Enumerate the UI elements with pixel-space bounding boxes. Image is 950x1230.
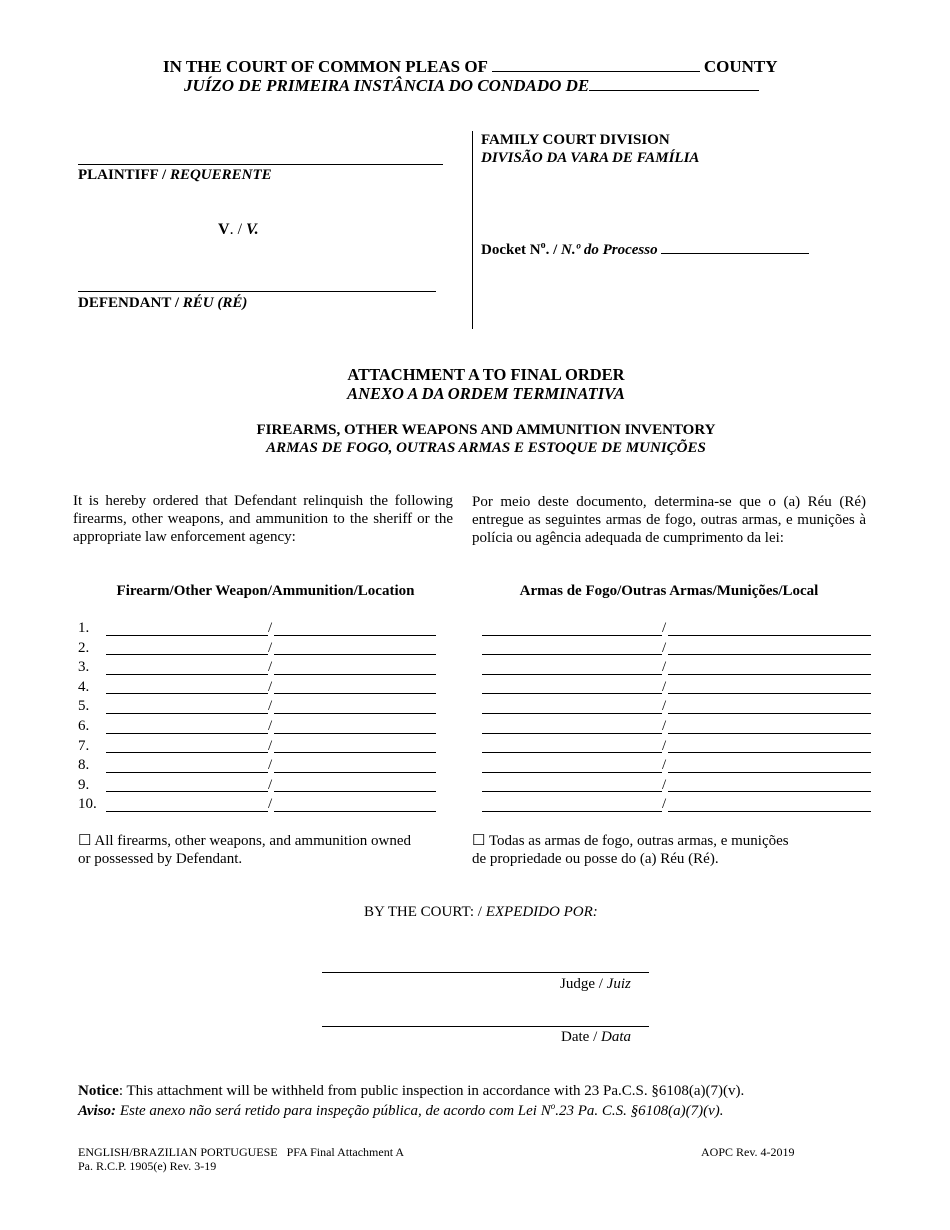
docket-label-en: Docket $N^o$. / bbox=[481, 240, 558, 258]
location-blank-pt[interactable] bbox=[668, 758, 871, 773]
notice-pt bbox=[78, 1101, 724, 1120]
item-separator-pt: / bbox=[662, 639, 667, 656]
item-separator: / bbox=[268, 757, 273, 774]
judge-label-en: Judge / bbox=[560, 976, 603, 992]
all-weapons-pt-line2: de propriedade ou posse do (a) Réu (Ré). bbox=[472, 851, 719, 867]
row-number: 2. bbox=[78, 639, 90, 656]
location-blank[interactable] bbox=[274, 660, 436, 675]
attachment-title-pt: ANEXO A DA ORDEM TERMINATIVA bbox=[347, 384, 625, 403]
inventory-title-pt: ARMAS DE FOGO, OUTRAS ARMAS E ESTOQUE DE MUNIÇÕES bbox=[266, 440, 706, 456]
order-text-en: It is hereby ordered that Defendant relinquish the following firearms, other weapons, and ammunition to the sheriff or the appropriate law enforcement agency: bbox=[73, 493, 453, 545]
item-blank[interactable] bbox=[106, 719, 268, 734]
inventory-row-en bbox=[78, 776, 448, 796]
location-blank[interactable] bbox=[274, 679, 436, 694]
row-number: 9. bbox=[78, 776, 90, 793]
judge-label-pt: Juiz bbox=[606, 976, 631, 992]
attachment-title-en: ATTACHMENT A TO FINAL ORDER bbox=[347, 365, 625, 384]
division-en: FAMILY COURT DIVISION bbox=[481, 132, 670, 148]
defendant-line[interactable] bbox=[78, 277, 436, 292]
all-weapons-checkbox-pt[interactable] bbox=[472, 832, 789, 868]
plaintiff-line[interactable] bbox=[78, 150, 443, 165]
inventory-row-pt bbox=[482, 756, 882, 776]
date-line[interactable] bbox=[322, 1012, 649, 1027]
inventory-row-en bbox=[78, 639, 448, 659]
location-blank-pt[interactable] bbox=[668, 719, 871, 734]
court-title-en: IN THE COURT OF COMMON PLEAS OF bbox=[163, 57, 488, 76]
inventory-header-pt: Armas de Fogo/Outras Armas/Munições/Local bbox=[519, 583, 819, 599]
docket-label-pt: N.º do Processo bbox=[561, 242, 658, 258]
inventory-row-en bbox=[78, 756, 448, 776]
item-separator-pt: / bbox=[662, 737, 667, 754]
inventory-row-pt bbox=[482, 776, 882, 796]
inventory-row-pt bbox=[482, 795, 882, 815]
footer-revision: AOPC Rev. 4-2019 bbox=[701, 1145, 795, 1159]
item-blank[interactable] bbox=[106, 660, 268, 675]
item-separator-pt: / bbox=[662, 717, 667, 734]
item-separator-pt: / bbox=[662, 698, 667, 715]
location-blank[interactable] bbox=[274, 738, 436, 753]
division-pt: DIVISÃO DA VARA DE FAMÍLIA bbox=[481, 150, 700, 166]
item-blank[interactable] bbox=[106, 797, 268, 812]
date-label-en: Date / bbox=[561, 1029, 598, 1045]
notice-label: Notice bbox=[78, 1083, 119, 1099]
by-the-court bbox=[364, 904, 598, 921]
item-separator: / bbox=[268, 776, 273, 793]
court-title-pt: JUÍZO DE PRIMEIRA INSTÂNCIA DO CONDADO DE bbox=[184, 76, 590, 95]
item-blank[interactable] bbox=[106, 777, 268, 792]
plaintiff-label-pt: REQUERENTE bbox=[169, 167, 272, 183]
row-number: 1. bbox=[78, 620, 90, 636]
inventory-list-pt bbox=[482, 619, 882, 815]
aviso-label: Aviso: bbox=[78, 1103, 117, 1119]
row-number: 3. bbox=[78, 659, 90, 676]
county-blank-pt[interactable] bbox=[589, 76, 759, 91]
item-blank-pt[interactable] bbox=[482, 621, 662, 636]
inventory-row-pt bbox=[482, 658, 882, 678]
location-blank-pt[interactable] bbox=[668, 660, 871, 675]
item-blank[interactable] bbox=[106, 738, 268, 753]
location-blank[interactable] bbox=[274, 621, 436, 636]
location-blank-pt[interactable] bbox=[668, 777, 871, 792]
versus-en: V bbox=[218, 221, 230, 238]
footer-rule: Pa. R.C.P. 1905(e) Rev. 3-19 bbox=[78, 1159, 217, 1173]
by-court-en: BY THE COURT: / bbox=[364, 904, 482, 920]
location-blank-pt[interactable] bbox=[668, 679, 871, 694]
item-blank[interactable] bbox=[106, 640, 268, 655]
all-weapons-checkbox-en[interactable] bbox=[78, 832, 411, 868]
county-blank[interactable] bbox=[492, 57, 700, 72]
item-separator: / bbox=[268, 620, 273, 636]
inventory-row-en bbox=[78, 717, 448, 737]
inventory-row-pt bbox=[482, 619, 882, 639]
judge-signature-line[interactable] bbox=[322, 958, 649, 973]
row-number: 10. bbox=[78, 796, 97, 813]
location-blank-pt[interactable] bbox=[668, 699, 871, 714]
item-separator: / bbox=[268, 796, 273, 813]
defendant-label bbox=[78, 295, 247, 312]
row-number: 4. bbox=[78, 678, 90, 695]
checkbox-icon[interactable]: ☐ bbox=[78, 833, 92, 849]
inventory-row-pt bbox=[482, 697, 882, 717]
location-blank[interactable] bbox=[274, 777, 436, 792]
county-label: COUNTY bbox=[703, 57, 778, 76]
inventory-list-en bbox=[78, 619, 448, 815]
order-text-pt: Por meio deste documento, determina-se que o (a) Réu (Ré) entregue as seguintes armas de fogo, outras armas, e munições à polícia ou agência adequada de cumprimento da lei: bbox=[472, 494, 866, 546]
plaintiff-label bbox=[78, 167, 272, 184]
inventory-row-pt bbox=[482, 678, 882, 698]
item-blank-pt[interactable] bbox=[482, 719, 662, 734]
item-blank-pt[interactable] bbox=[482, 679, 662, 694]
inventory-row-en bbox=[78, 678, 448, 698]
item-blank[interactable] bbox=[106, 679, 268, 694]
row-number: 5. bbox=[78, 698, 90, 715]
item-blank[interactable] bbox=[106, 758, 268, 773]
inventory-row-pt bbox=[482, 639, 882, 659]
item-blank-pt[interactable] bbox=[482, 660, 662, 675]
item-blank-pt[interactable] bbox=[482, 640, 662, 655]
item-separator-pt: / bbox=[662, 659, 667, 676]
inventory-row-en bbox=[78, 795, 448, 815]
item-separator-pt: / bbox=[662, 620, 667, 636]
location-blank[interactable] bbox=[274, 719, 436, 734]
row-number: 6. bbox=[78, 717, 90, 734]
item-separator: / bbox=[268, 678, 273, 695]
aviso-text-a: Este anexo não será retido para inspeção pública, de acordo com Lei N bbox=[119, 1103, 551, 1119]
location-blank[interactable] bbox=[274, 699, 436, 714]
date-label-pt: Data bbox=[600, 1029, 631, 1045]
inventory-header-en: Firearm/Other Weapon/Ammunition/Location bbox=[116, 583, 415, 599]
item-blank-pt[interactable] bbox=[482, 777, 662, 792]
item-blank-pt[interactable] bbox=[482, 699, 662, 714]
all-weapons-pt-line1: Todas as armas de fogo, outras armas, e munições bbox=[488, 833, 789, 849]
inventory-row-pt bbox=[482, 737, 882, 757]
inventory-row-en bbox=[78, 737, 448, 757]
item-separator-pt: / bbox=[662, 776, 667, 793]
defendant-label-en: DEFENDANT / bbox=[78, 295, 179, 311]
location-blank-pt[interactable] bbox=[668, 640, 871, 655]
plaintiff-label-en: PLAINTIFF / bbox=[78, 167, 167, 183]
aviso-sup: o bbox=[550, 1101, 556, 1111]
versus-label bbox=[218, 221, 259, 239]
item-blank-pt[interactable] bbox=[482, 758, 662, 773]
location-blank-pt[interactable] bbox=[668, 797, 871, 812]
item-separator: / bbox=[268, 737, 273, 754]
docket-number-blank[interactable] bbox=[661, 240, 809, 254]
location-blank[interactable] bbox=[274, 640, 436, 655]
date-label bbox=[561, 1029, 631, 1046]
notice-en bbox=[78, 1083, 744, 1100]
defendant-label-pt: RÉU (RÉ) bbox=[182, 295, 248, 311]
item-blank[interactable] bbox=[106, 699, 268, 714]
item-separator: / bbox=[268, 717, 273, 734]
item-separator-pt: / bbox=[662, 757, 667, 774]
item-blank-pt[interactable] bbox=[482, 738, 662, 753]
docket-field bbox=[481, 240, 809, 259]
all-weapons-en-line2: or possessed by Defendant. bbox=[78, 851, 243, 867]
inventory-row-en bbox=[78, 697, 448, 717]
inventory-row-en bbox=[78, 658, 448, 678]
item-separator: / bbox=[268, 698, 273, 715]
item-blank-pt[interactable] bbox=[482, 797, 662, 812]
item-separator-pt: / bbox=[662, 796, 667, 813]
court-header-pt bbox=[184, 76, 759, 96]
footer-form-id: ENGLISH/BRAZILIAN PORTUGUESE PFA Final Attachment A bbox=[78, 1145, 405, 1159]
row-number: 8. bbox=[78, 757, 90, 774]
item-separator-pt: / bbox=[662, 678, 667, 695]
row-number: 7. bbox=[78, 737, 90, 754]
by-court-pt: EXPEDIDO POR: bbox=[485, 904, 598, 920]
item-separator: / bbox=[268, 659, 273, 676]
versus-pt: V. bbox=[246, 221, 259, 238]
judge-label bbox=[560, 976, 631, 993]
location-blank-pt[interactable] bbox=[668, 738, 871, 753]
inventory-row-pt bbox=[482, 717, 882, 737]
item-separator: / bbox=[268, 639, 273, 656]
notice-text: : This attachment will be withheld from public inspection in accordance with 23 Pa.C.S. §6108(a)(7)(v). bbox=[118, 1083, 745, 1099]
checkbox-icon[interactable]: ☐ bbox=[472, 833, 486, 849]
inventory-row-en bbox=[78, 619, 448, 639]
item-blank[interactable] bbox=[106, 621, 268, 636]
location-blank-pt[interactable] bbox=[668, 621, 871, 636]
inventory-title-en: FIREARMS, OTHER WEAPONS AND AMMUNITION INVENTORY bbox=[256, 422, 716, 438]
all-weapons-en-line1: All firearms, other weapons, and ammunition owned bbox=[94, 833, 411, 849]
court-header-en bbox=[163, 57, 777, 77]
aviso-text-b: .23 Pa. C.S. §6108(a)(7)(v). bbox=[555, 1103, 724, 1119]
location-blank[interactable] bbox=[274, 758, 436, 773]
versus-sep: . / bbox=[229, 221, 243, 238]
location-blank[interactable] bbox=[274, 797, 436, 812]
caption-divider bbox=[472, 131, 473, 329]
